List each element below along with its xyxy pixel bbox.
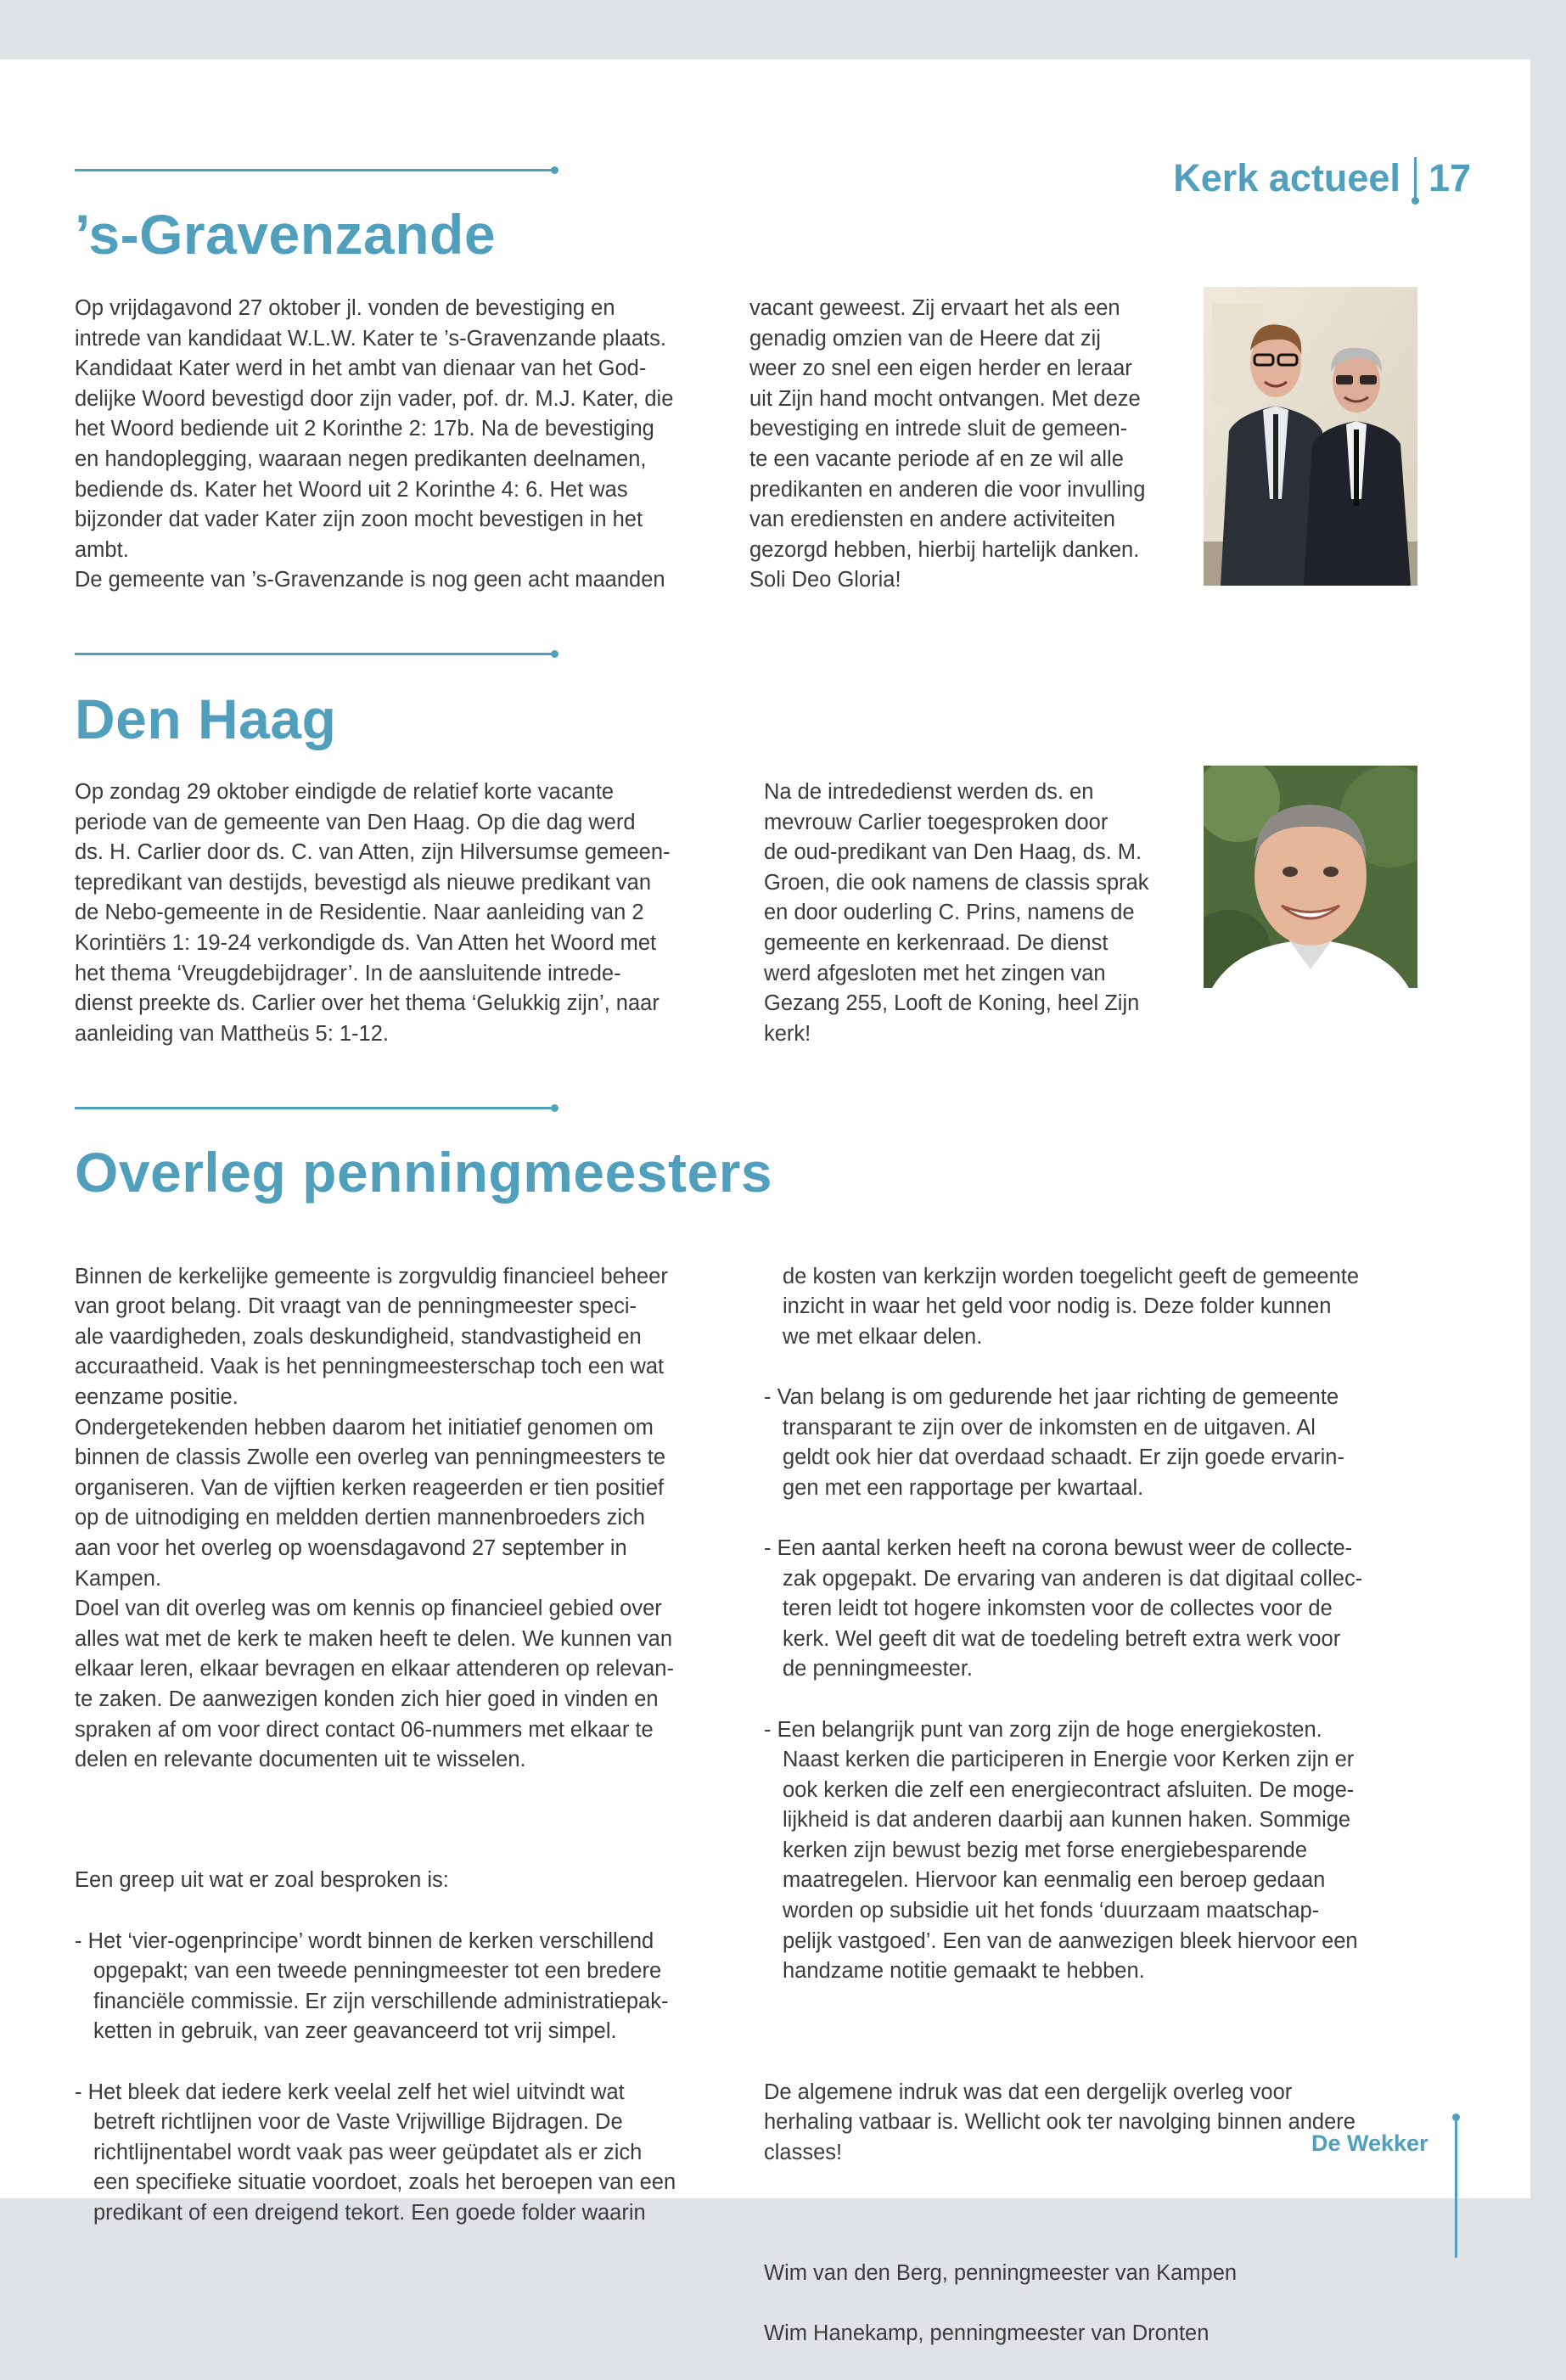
article-gravenzande-col2: vacant geweest. Zij ervaart het als een genadig omzien van de Heere dat zij weer zo snel een eigen herder en leraar uit Zijn hand mocht ontvangen. Met deze bevestiging en intrede sluit de gemeen- te een vacante periode af en ze wil alle predikanten en anderen die voor invulling van erediensten en andere activiteiten gezorgd hebben, hierbij hartelijk danken. Soli Deo Gloria! [749,296,1146,592]
header-separator [1414,157,1417,199]
section-title-gravenzande: ’s-Gravenzande [75,203,497,266]
page-header [1173,154,1471,202]
overleg-bullet-continued: de kosten van kerkzijn worden toegelicht geeft de gemeente inzicht in waar het geld voor nodig is. Deze folder kunnen we met elkaar delen. [783,1264,1360,1349]
article-den-haag-col1: Op zondag 29 oktober eindigde de relatief korte vacante periode van de gemeente van Den Haag. Op die dag werd ds. H. Carlier door ds. C. van Atten, zijn Hilversumse gemeen- tepredikant van destijds, bevestigd als nieuwe predikant van de Nebo-gemeente in de Residentie. Naar aanleiding van 2 Korintiërs 1: 19-24 verkondigde ds. Van Atten het Woord met het thema ‘Vreugdebijdrager’. In de aansluitende intrede- dienst preekte ds. Carlier over het thema ‘Gelukkig zijn’, naar aanleiding van Mattheüs 5: 1-12. [75,780,671,1046]
page-number: 17 [1428,156,1471,199]
overleg-bullet: - Een aantal kerken heeft na corona bewust weer de collecte- zak opgepakt. De ervaring van anderen is dat digitaal collec- teren leidt tot hogere inkomsten voor de collectes voor de kerk. Wel geeft dit wat de toedeling betreft extra werk voor de penningmeester. [764,1535,1363,1681]
photo-kater-father-son [1204,287,1417,586]
photo-carlier-portrait [1204,766,1417,988]
overleg-list-intro: Een greep uit wat er zoal besproken is: [75,1868,449,1893]
article-overleg-col2 [764,1232,1426,2380]
overleg-bullet: - Het bleek dat iedere kerk veelal zelf het wiel uitvindt wat betreft richtlijnen voor de Vaste Vrijwillige Bijdragen. De richtlijnentabel wordt vaak pas weer geüpdatet als er zich een specifieke situatie voordoet, zoals het beroepen van een predikant of een dreigend tekort. Een goede folder waarin [75,2080,676,2225]
article-overleg-col1 [75,1232,762,2259]
section-rule [75,653,555,655]
section-rule [75,1107,555,1109]
footer-brand: De Wekker [1311,2130,1428,2156]
section-rule [75,169,555,171]
overleg-bullet: - Van belang is om gedurende het jaar richting de gemeente transparant te zijn over de inkomsten en de uitgaven. Al geldt ook hier dat overdaad schaadt. Er zijn goede ervarin- gen met een rapportage per kwartaal. [764,1384,1344,1500]
overleg-bullet: - Het ‘vier-ogenprincipe’ wordt binnen de kerken verschillend opgepakt; van een tweede penningmeester tot een bredere financiële commissie. Er zijn verschillende administratiepak- ketten in gebruik, van zeer geavanceerd tot vrij simpel. [75,1928,669,2044]
section-label: Kerk actueel [1173,156,1400,199]
overleg-bullet: - Een belangrijk punt van zorg zijn de hoge energiekosten. Naast kerken die participeren in Energie voor Kerken zijn er ook kerken die zelf een energiecontract afsluiten. De moge- lijkheid is dat anderen daarbij aan kunnen haken. Sommige kerken zijn bewust bezig met forse energiebesparende maatregelen. Hiervoor kan eenmalig een beroep gedaan worden op subsidie uit het fonds ‘duurzaam maatschap- pelijk vastgoed’. Een van de aanwezigen bleek hiervoor een handzame notitie gemaakt te hebben. [764,1717,1358,1984]
photo-smiling-man [1204,766,1417,988]
photo-two-men-in-suits [1204,287,1417,586]
magazine-page [0,59,1530,2346]
overleg-intro: Binnen de kerkelijke gemeente is zorgvuldig financieel beheer van groot belang. Dit vraagt van de penningmeester speci- ale vaardigheden, zoals deskundigheid, standvastigheid en accuraatheid. Vaak is het penningmeesterschap toch een wat eenzame positie. Ondergetekenden hebben daarom het initiatief genomen om binnen de classis Zwolle een overleg van penningmeesters te organiseren. Van de vijftien kerken reageerden er tien positief op de uitnodiging en meldden dertien mannenbroeders zich aan voor het overleg op woensdagavond 27 september in Kampen. Doel van dit overleg was om kennis op financieel gebied over alles wat met de kerk te maken heeft te delen. We kunnen van elkaar leren, elkaar bevragen en elkaar attenderen op relevan- te zaken. De aanwezigen konden zich hier goed in vinden en spraken af om voor direct contact 06-nummers met elkaar te delen en relevante documenten uit te wisselen. [75,1264,674,1772]
article-den-haag-col2: Na de intrededienst werden ds. en mevrouw Carlier toegesproken door de oud-predikant van Den Haag, ds. M. Groen, die ook namens de classis sprak en door ouderling C. Prins, namens de gemeente en kerkenraad. De dienst werd afgesloten met het zingen van Gezang 255, Looft de Koning, heel Zijn kerk! [764,780,1149,1046]
overleg-conclusion: De algemene indruk was dat een dergelijk overleg voor herhaling vatbaar is. Wellicht ook ter navolging binnen andere classes! [764,2080,1356,2164]
signature-line: Wim Hanekamp, penningmeester van Dronten [764,2321,1210,2346]
section-title-overleg: Overleg penningmeesters [75,1141,773,1204]
signature-line: Wim van den Berg, penningmeester van Kampen [764,2261,1238,2286]
section-title-den-haag: Den Haag [75,688,337,750]
article-gravenzande-col1: Op vrijdagavond 27 oktober jl. vonden de bevestiging en intrede van kandidaat W.L.W. Kater te ’s-Gravenzande plaats. Kandidaat Kater werd in het ambt van dienaar van het God- delijke Woord bevestigd door zijn vader, pof. dr. M.J. Kater, die het Woord bediende uit 2 Korinthe 2: 17b. Na de bevestiging en handoplegging, waaraan negen predikanten deelnamen, bediende ds. Kater het Woord uit 2 Korinthe 4: 6. Het was bijzonder dat vader Kater zijn zoon mocht bevestigen in het ambt. De gemeente van ’s-Gravenzande is nog geen acht maanden [75,296,674,592]
footer-rule [1455,2117,1457,2258]
